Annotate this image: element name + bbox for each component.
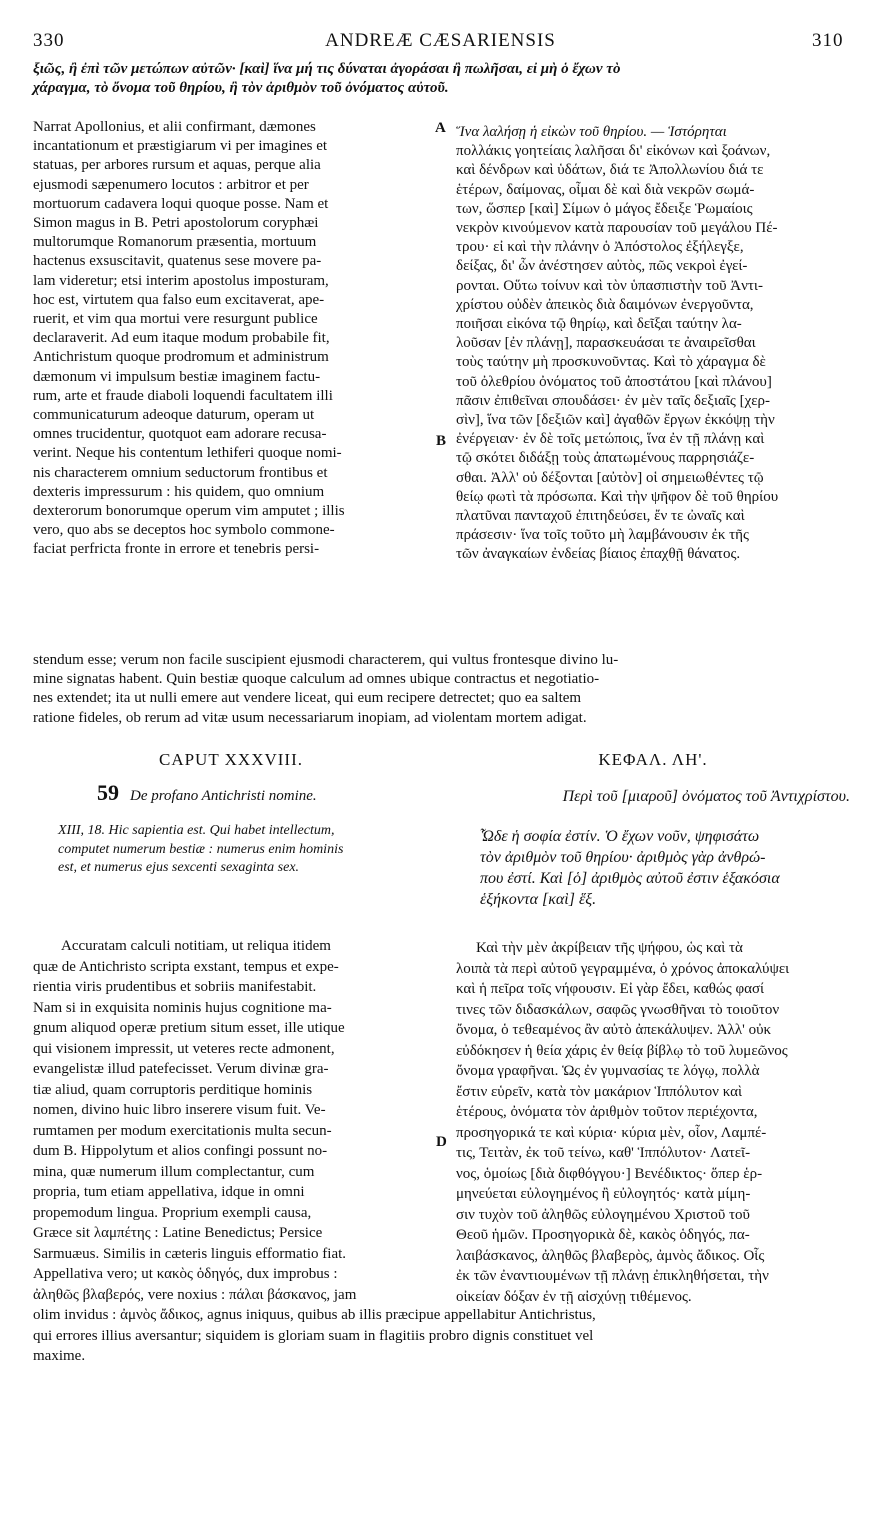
text-line: ruerit, et vim qua mortui vere resurgunt publice [33,311,318,328]
margin-marker-a: A [435,120,446,136]
latin-commentary-2-continued [33,1305,848,1367]
text-line: statuas, per arbores rursum et aquas, perque alia [33,157,321,174]
text-line: λαιβάσκανος, ἀληθῶς βλαβερὸς, ἀμνὸς ἄδικος. Οἷς [456,1247,765,1264]
text-line: οἰκείαν δόξαν ἐν τῇ αἰσχύνῃ τιθέμενος. [456,1288,692,1305]
text-line: Nam si in exquisita nominis hujus cognitione ma- [33,999,332,1016]
text-line: vero, quo abs se deceptos hoc symbolo commone- [33,522,335,539]
text-line: ποιῆσαι εἰκόνα τῷ θηρίῳ, καὶ δεῖξαι ταύτην λα- [456,316,742,333]
text-line: χάραγμα, τὸ ὄνομα τοῦ θηρίου, ἢ τὸν ἀριθμὸν τοῦ ὀνόματος αὐτοῦ. [33,79,449,96]
text-line: olim invidus : ἀμνὸς ἄδικος, agnus iniquus, quibus ab illis præcipue appellabitur Antichristus, [33,1307,596,1323]
text-line: πᾶσιν ἐπιθεῖναι σπουδάσει· ἐν μὲν ταῖς δεξιαῖς [χερ- [456,392,771,409]
text-line: τῶν ἀναγκαίων ἐνδείας βίαιος ἐπαχθῇ θάνατος. [456,546,741,563]
greek-commentary-2 [456,938,850,1307]
text-line: Simon magus in B. Petri apostolorum coryphæi [33,215,319,232]
text-line: ἐκ τῶν ἐναντιουμένων τῇ πλάνῃ ἐπικληθήσεται, τὴν [456,1268,769,1284]
text-line: ὄνομα, ὁ τεθεαμένος ἂν αὐτὸ ἀπεκάλυψεν. Ἀλλ' οὐκ [456,1022,772,1038]
text-line: τῷ σκότει διδάξῃ τοὺς ἀπατωμένους παρρησιάζε- [456,450,755,467]
verse-greek [480,826,850,910]
text-line: stendum esse; verum non facile suscipient ejusmodi characterem, qui vultus frontesque divino lu- [33,652,619,668]
text-line: Græce sit λαμπέτης : Latine Benedictus; Persice [33,1225,323,1241]
text-line: Sarmuæus. Similis in cæteris linguis efformatio fiat. [33,1245,347,1262]
text-line: mortuorum cadavera loqui quoque posse. Nam et [33,195,329,212]
text-line: qui errores illius aversantur; siquidem is gloriam suam in flagitiis probro dignis constituet vel [33,1327,594,1344]
text-line: propria, tum etiam appellativa, idque in omni [33,1184,305,1200]
text-line: δείξας, δι' ὧν ἀνέστησεν αὐτὸς, πῶς νεκροὶ ἐγεί- [456,258,748,275]
text-line: rientia viris prudentibus et sobriis manifestabit. [33,979,317,995]
text-line: λοῦσαν [ἐν πλάνῃ], παρασκευάσαι τε ἀναιρεῖσθαι [456,335,756,352]
text-line: καὶ δένδρων καὶ ὑδάτων, διά τε Ἀπολλωνίου διά τε [456,162,764,179]
text-line: quæ de Antichristo scripta exstant, tempus et expe- [33,958,339,975]
text-line: πράσεσιν· ἵνα τοῖς τοῦτο μὴ λαμβάνουσιν ἐκ τῆς [456,527,749,544]
text-line: propemodum lingua. Proprium exempli causa, [33,1204,312,1221]
text-line: Καὶ τὴν μὲν ἀκρίβειαν τῆς ψήφου, ὡς καὶ τὰ [476,940,743,956]
text-line: τινες τῶν διδασκάλων, σαφῶς γνωσθῆναι τὸ τοιοῦτον [456,1001,780,1018]
text-line: τοὺς ταύτην μὴ προσκυνοῦντας. Καὶ τὸ χάραγμα δὲ [456,354,766,371]
text-line: rum, arte et fraude diaboli loquendi facultatem illi [33,387,333,404]
text-line: hactenus exsuscitavit, quatenus sese movere pa- [33,253,322,270]
text-line: τοῦ ὀλεθρίου ὀνόματος τοῦ ἀποστάτου [καὶ πλάνου] [456,373,772,390]
text-line: Θεοῦ ἡμῶν. Προσηγορικὰ δὲ, κακὸς ὁδηγός, πα- [456,1227,750,1243]
text-line: dexteris impressurum : his quidem, quo omnium [33,483,325,500]
text-line: lam videretur; etsi interim apostolus imposturam, [33,272,329,289]
text-line: σιν τυχὸν τοῦ ἀληθῶς εὐλογημένου Χριστοῦ τοῦ [456,1206,750,1223]
text-line: declaraverit. Ad eum itaque modum probabile fit, [33,330,330,347]
text-line: ἐνέργειαν· ἐν δὲ τοῖς μετώποις, ἵνα ἐν τῇ πλάνῃ καὶ [456,431,765,448]
running-title: ANDREÆ CÆSARIENSIS [325,30,556,51]
text-line: Accuratam calculi notitiam, ut reliqua itidem [61,938,331,954]
greek-commentary-1 [456,123,850,565]
text-line: nis characterem omnium seductorum frontibus et [33,464,328,481]
text-line: Narrat Apollonius, et alii confirmant, dæmones [33,119,316,135]
text-line: mina, quæ numerum illum complectantur, cum [33,1163,315,1180]
text-line: ἑτέρους, ὀνόματα τὸν ἀριθμὸν τοῦτον περιέχοντα, [456,1104,758,1120]
text-line: τις, Τειτὰν, ἐκ τοῦ τείνω, καθ' Ἱππόλυτον· Λατεῖ- [456,1145,751,1161]
latin-commentary-2 [33,936,429,1305]
text-line: ἀληθῶς βλαβερός, vere noxius : πάλαι βάσκανος, jam [33,1286,357,1303]
text-line: ρονται. Οὕτω τοίνυν καὶ τὸν ὑπασπιστὴν τοῦ Ἀντι- [456,277,763,294]
chapter-title-latin: CAPUT XXXVIII. [158,750,303,769]
text-line: dexterorum bonorumque operum vim amputet ; illis [33,503,345,520]
text-line: computet numerum bestiæ : numerus enim hominis [58,841,344,857]
text-line: gnum aliquod operæ pretium situm esset, ille utique [33,1020,345,1036]
text-line: που ἐστί. Καὶ [ὁ] ἀριθμὸς αὐτοῦ ἐστιν ἑξακόσια [480,870,780,887]
text-line: νος, ὁμοίως [διὰ διφθόγγου·] Βενέδικτος· ὅπερ ἑρ- [456,1165,763,1182]
text-line: omnes trucidentur, quotquot eam adorare recusa- [33,426,327,443]
text-line: dum B. Hippolytum et alios confingi possunt no- [33,1143,328,1159]
text-line: est, et numerus ejus sexcenti sexaginta sex. [58,860,300,875]
text-line: ratione fideles, ob rerum ad vitæ usum necessariarum inopiam, ad violentam mortem adigat. [33,709,587,726]
text-line: θείῳ φωτὶ τὰ πρόσωπα. Καὶ τὴν ψῆφον δὲ τοῦ θηρίου [456,488,779,505]
latin-commentary-1-continued [33,651,848,728]
text-line: XIII, 18. Hic sapientia est. Qui habet intellectum, [58,823,335,838]
text-line: nes extendet; ita ut nulli emere aut vendere liceat, qui eum recipere detrectet; quo ea saltem [33,690,582,707]
chapter-subtitle-greek: Περὶ τοῦ [μιαροῦ] ὀνόματος τοῦ Ἀντιχρίστου. [562,788,850,805]
text-line: hoc est, virtutem qua falso eum excitaverat, ape- [33,291,325,308]
text-line: ἑτέρων, δαίμονας, οἶμαι δὲ καὶ διὰ νεκρῶν σωμά- [456,181,755,198]
verse-latin [58,822,429,878]
text-line: dæmonum vi impulsum bestiæ imaginem factu- [33,368,321,385]
section-number: 59 [97,780,119,805]
text-line: εὐδόκησεν ἡ θεία χάρις ἐν θείᾳ βίβλῳ τὸ τοῦ λυμεῶνος [456,1042,788,1059]
text-line: Antichristum quoque prodromum et administrum [33,349,329,366]
text-line: ὄνομα γραφῆναι. Ὡς ἐν γυμνασίας τε λόγῳ, πολλὰ [456,1063,760,1079]
text-line: σθαι. Ἀλλ' οὐ δέξονται [αὐτὸν] οἱ σημειωθέντες τῷ [456,469,764,486]
text-line: των, ὥσπερ [καὶ] Σίμων ὁ μάγος ἔδειξε Ῥωμαίοις [456,200,753,217]
text-line: χρίστου οὐδὲν ἀπεικὸς διὰ δαιμόνων ἐνεργοῦντα, [456,296,754,313]
text-line: ἑξήκοντα [καὶ] ἕξ. [480,891,597,908]
text-line: Appellativa vero; ut κακὸς ὁδηγός, dux improbus : [33,1266,338,1282]
text-line: προσηγορικά τε καὶ κύρια· κύρια μὲν, οἷον, Λαμπέ- [456,1124,767,1141]
margin-marker-b: B [436,433,447,449]
page-number-left: 330 [33,30,65,51]
text-line: nomen, divino huic libro inserere visum fuit. Ve- [33,1102,326,1118]
text-line: tiæ aliud, quam corruptoris perditique hominis [33,1081,313,1098]
text-line: τρου· εἰ καὶ τὴν πλάνην ὁ Ἀπόστολος ἐξήλεγξε, [456,239,744,256]
text-line: communicaturum adeoque daturum, operam ut [33,407,315,424]
text-line: multorumque Romanorum præsentia, mortuum [33,234,317,251]
text-line: λοιπὰ τὰ περὶ αὐτοῦ γεγραμμένα, ὁ χρόνος ἀποκαλύψει [456,960,790,977]
text-line: Ἵνα λαλήσῃ ἡ εἰκὼν τοῦ θηρίου. — Ἱστόρηται [456,124,727,140]
text-line: πολλάκις γοητείαις λαλῆσαι δι' εἰκόνων καὶ ξοάνων, [456,143,771,160]
chapter-subtitle-latin: De profano Antichristi nomine. [130,788,317,804]
text-line: incantationum et præstigiarum vi per imagines et [33,138,328,155]
text-line: καὶ ἡ πεῖρα τοῖς νήφουσιν. Εἰ γὰρ ἔδει, καθώς φασί [456,981,765,997]
text-line: ξιῶς, ἢ ἐπὶ τῶν μετώπων αὐτῶν· [καὶ] ἵνα μή τις δύναται ἀγοράσαι ἢ πωλῆσαι, εἰ μὴ ὁ ἔχων τὸ [33,61,621,77]
text-line: πλατῦναι πανταχοῦ ἐπιτηδεύσει, ἔν τε ὠναῖς καὶ [456,508,745,525]
latin-commentary-1 [33,118,429,560]
top-greek-verse [33,60,848,97]
text-line: evangelistæ illud patefecisset. Verum divinæ gra- [33,1061,329,1077]
text-line: ἔστιν εὑρεῖν, κατὰ τὸν μακάριον Ἱππόλυτον καὶ [456,1083,743,1100]
text-line: Ὧδε ἡ σοφία ἐστίν. Ὁ ἔχων νοῦν, ψηφισάτω [480,828,760,845]
text-line: mine signatas habent. Quin bestiæ quoque calculum ad omnes ubique contractus et negotiatio- [33,671,600,688]
text-line: τὸν ἀριθμὸν τοῦ θηρίου· ἀριθμὸς γὰρ ἀνθρώ- [480,849,766,866]
page-number-right: 310 [812,30,844,51]
text-line: faciat perfricta fronte in errore et tenebris persi- [33,541,320,558]
text-line: μηνεύεται εὐλογημένος ἢ εὐλογητός· κατὰ μίμη- [456,1186,751,1202]
text-line: verint. Neque his contentum lethiferi quoque nomi- [33,445,342,462]
text-line: maxime. [33,1348,86,1364]
chapter-title-greek: ΚΕΦΑΛ. ΛΗ'. [598,750,708,769]
margin-marker-d: D [436,1134,447,1150]
text-line: ejusmodi sæpenumero locutos : arbitror et per [33,176,309,193]
text-line: qui visionem impressit, ut veteres recte admonent, [33,1040,335,1057]
text-line: rumtamen per modum exercitationis multa secun- [33,1122,332,1139]
text-line: σὶν], ἵνα τῶν [δεξιῶν καὶ] ἀγαθῶν ἔργων ἐκκόψῃ τὴν [456,412,775,429]
text-line: νεκρὸν κινούμενον κατὰ παρουσίαν τοῦ μεγάλου Πέ- [456,220,778,237]
